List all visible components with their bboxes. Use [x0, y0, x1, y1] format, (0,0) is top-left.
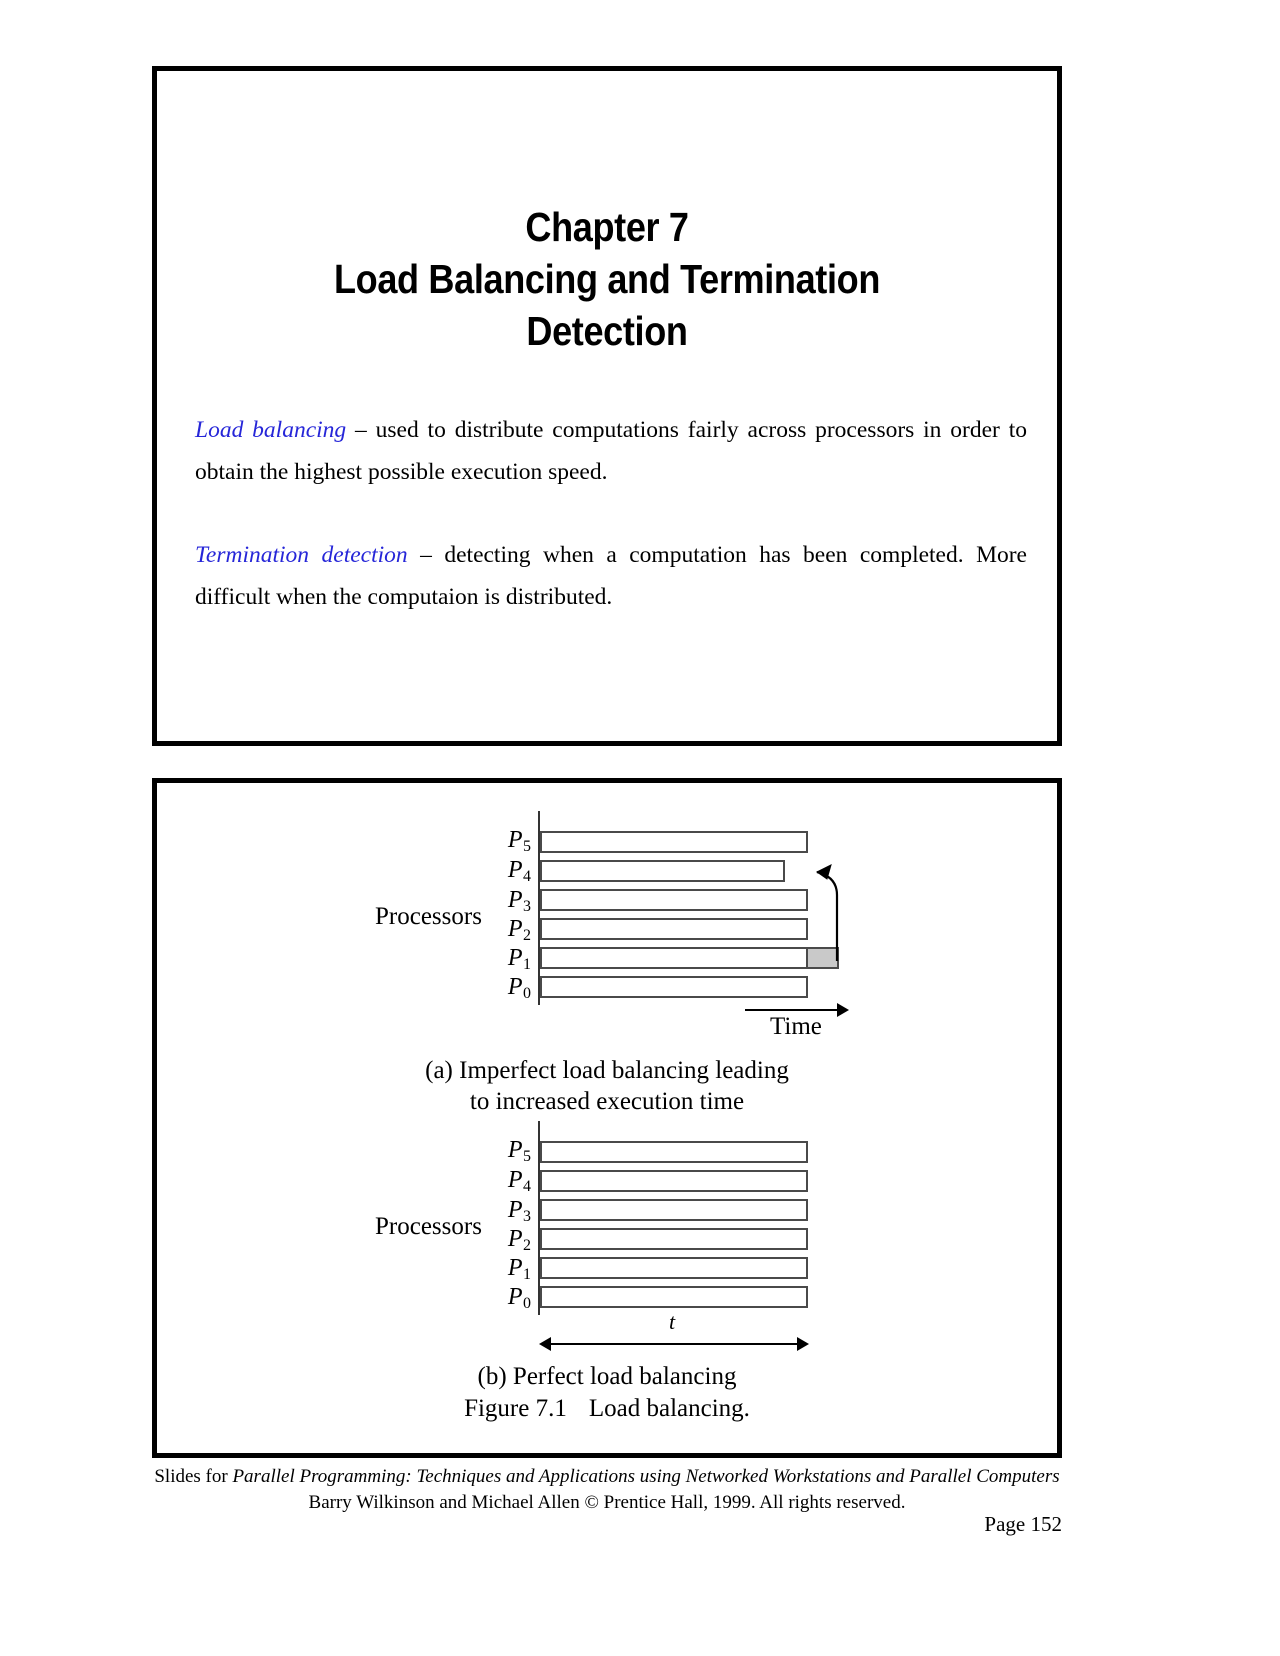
proc-label-sub: 4	[523, 1178, 531, 1196]
footer-book-title: Parallel Programming: Techniques and Applications using Networked Workstations and Parallel Computers	[232, 1466, 1060, 1487]
proc-label-p3-a	[491, 887, 531, 916]
proc-label-sub: 1	[523, 1266, 531, 1284]
footer-line-2: Barry Wilkinson and Michael Allen © Prentice Hall, 1999. All rights reserved.	[308, 1492, 906, 1513]
caption-a	[157, 1055, 1057, 1117]
processors-axis-label-a: Processors	[375, 903, 482, 930]
proc-label-p2-b	[491, 1226, 531, 1255]
diagram-perfect-load-balancing	[157, 1113, 1057, 1403]
paragraph-termination-detection	[195, 534, 1027, 618]
proc-label-sub: 5	[523, 1148, 531, 1166]
figure-slide	[152, 778, 1062, 1458]
bar-p4-a	[540, 860, 785, 882]
processors-axis-label-b: Processors	[375, 1213, 482, 1240]
page-title	[211, 201, 1003, 357]
figure-title	[157, 1395, 1057, 1423]
title-line-1: Chapter 7	[525, 204, 689, 250]
proc-label-p2-a	[491, 916, 531, 945]
proc-label-p4-b	[491, 1167, 531, 1196]
proc-label-base: P	[507, 1284, 523, 1310]
bar-p5-b	[540, 1141, 808, 1163]
diagram-imperfect-load-balancing	[157, 803, 1057, 1115]
bar-p0-a	[540, 976, 808, 998]
proc-label-base: P	[507, 827, 523, 853]
duration-double-arrow-b	[539, 1335, 824, 1353]
bar-p3-a	[540, 889, 808, 911]
proc-label-base: P	[507, 1255, 523, 1281]
proc-label-sub: 1	[523, 956, 531, 974]
paragraph-termination-detection-body: – detecting when a computation has been completed. More difficult when the computaion is distributed.	[195, 542, 1027, 610]
figure-caption-text: Load balancing.	[588, 1395, 750, 1422]
caption-b-line1: (b) Perfect load balancing	[477, 1363, 737, 1390]
proc-label-sub: 4	[523, 868, 531, 886]
proc-label-p3-b	[491, 1197, 531, 1226]
proc-label-p0-a	[491, 974, 531, 1003]
proc-label-sub: 0	[523, 1295, 531, 1313]
caption-a-line2: to increased execution time	[469, 1088, 745, 1115]
figure-area	[157, 783, 1057, 1453]
title-line-3: Detection	[526, 308, 688, 354]
bar-p2-a	[540, 918, 808, 940]
title-slide	[152, 66, 1062, 746]
proc-label-sub: 3	[523, 1208, 531, 1226]
proc-label-base: P	[507, 974, 523, 1000]
proc-label-p5-a	[491, 827, 531, 856]
caption-a-line1: (a) Imperfect load balancing leading	[425, 1057, 789, 1084]
caption-b	[157, 1361, 1057, 1392]
bar-p3-b	[540, 1199, 808, 1221]
page-number: Page 152	[984, 1512, 1062, 1536]
proc-label-base: P	[507, 1137, 523, 1163]
proc-label-sub: 2	[523, 927, 531, 945]
bar-p0-b	[540, 1286, 808, 1308]
proc-label-sub: 5	[523, 838, 531, 856]
proc-label-sub: 3	[523, 898, 531, 916]
proc-label-p5-b	[491, 1137, 531, 1166]
proc-label-p1-a	[491, 945, 531, 974]
title-line-2: Load Balancing and Termination	[333, 256, 881, 302]
bar-p4-b	[540, 1170, 808, 1192]
term-load-balancing: Load balancing	[195, 417, 347, 443]
proc-label-p0-b	[491, 1284, 531, 1313]
proc-label-sub: 0	[523, 985, 531, 1003]
proc-label-sub: 2	[523, 1237, 531, 1255]
bar-p2-b	[540, 1228, 808, 1250]
footer-prefix: Slides for	[154, 1466, 233, 1487]
proc-label-base: P	[507, 1197, 523, 1223]
footer	[152, 1464, 1062, 1536]
proc-label-p4-a	[491, 857, 531, 886]
proc-label-base: P	[507, 1167, 523, 1193]
proc-label-base: P	[507, 1226, 523, 1252]
paragraph-load-balancing	[195, 409, 1027, 493]
task-migration-arrow-a	[787, 855, 907, 985]
proc-label-base: P	[507, 945, 523, 971]
footer-line-1	[152, 1464, 1062, 1490]
proc-label-base: P	[507, 916, 523, 942]
figure-number: Figure 7.1	[464, 1395, 567, 1422]
bar-p1-b	[540, 1257, 808, 1279]
paragraph-load-balancing-body: – used to distribute computations fairly across processors in order to obtain the highest possible execution speed.	[195, 417, 1028, 485]
proc-label-p1-b	[491, 1255, 531, 1284]
bar-p1-a	[540, 947, 808, 969]
proc-label-base: P	[507, 857, 523, 883]
term-termination-detection: Termination detection	[195, 542, 408, 568]
duration-label-b: t	[669, 1309, 676, 1334]
bar-p5-a	[540, 831, 808, 853]
time-axis-label-a: Time	[770, 1013, 822, 1040]
proc-label-base: P	[507, 887, 523, 913]
